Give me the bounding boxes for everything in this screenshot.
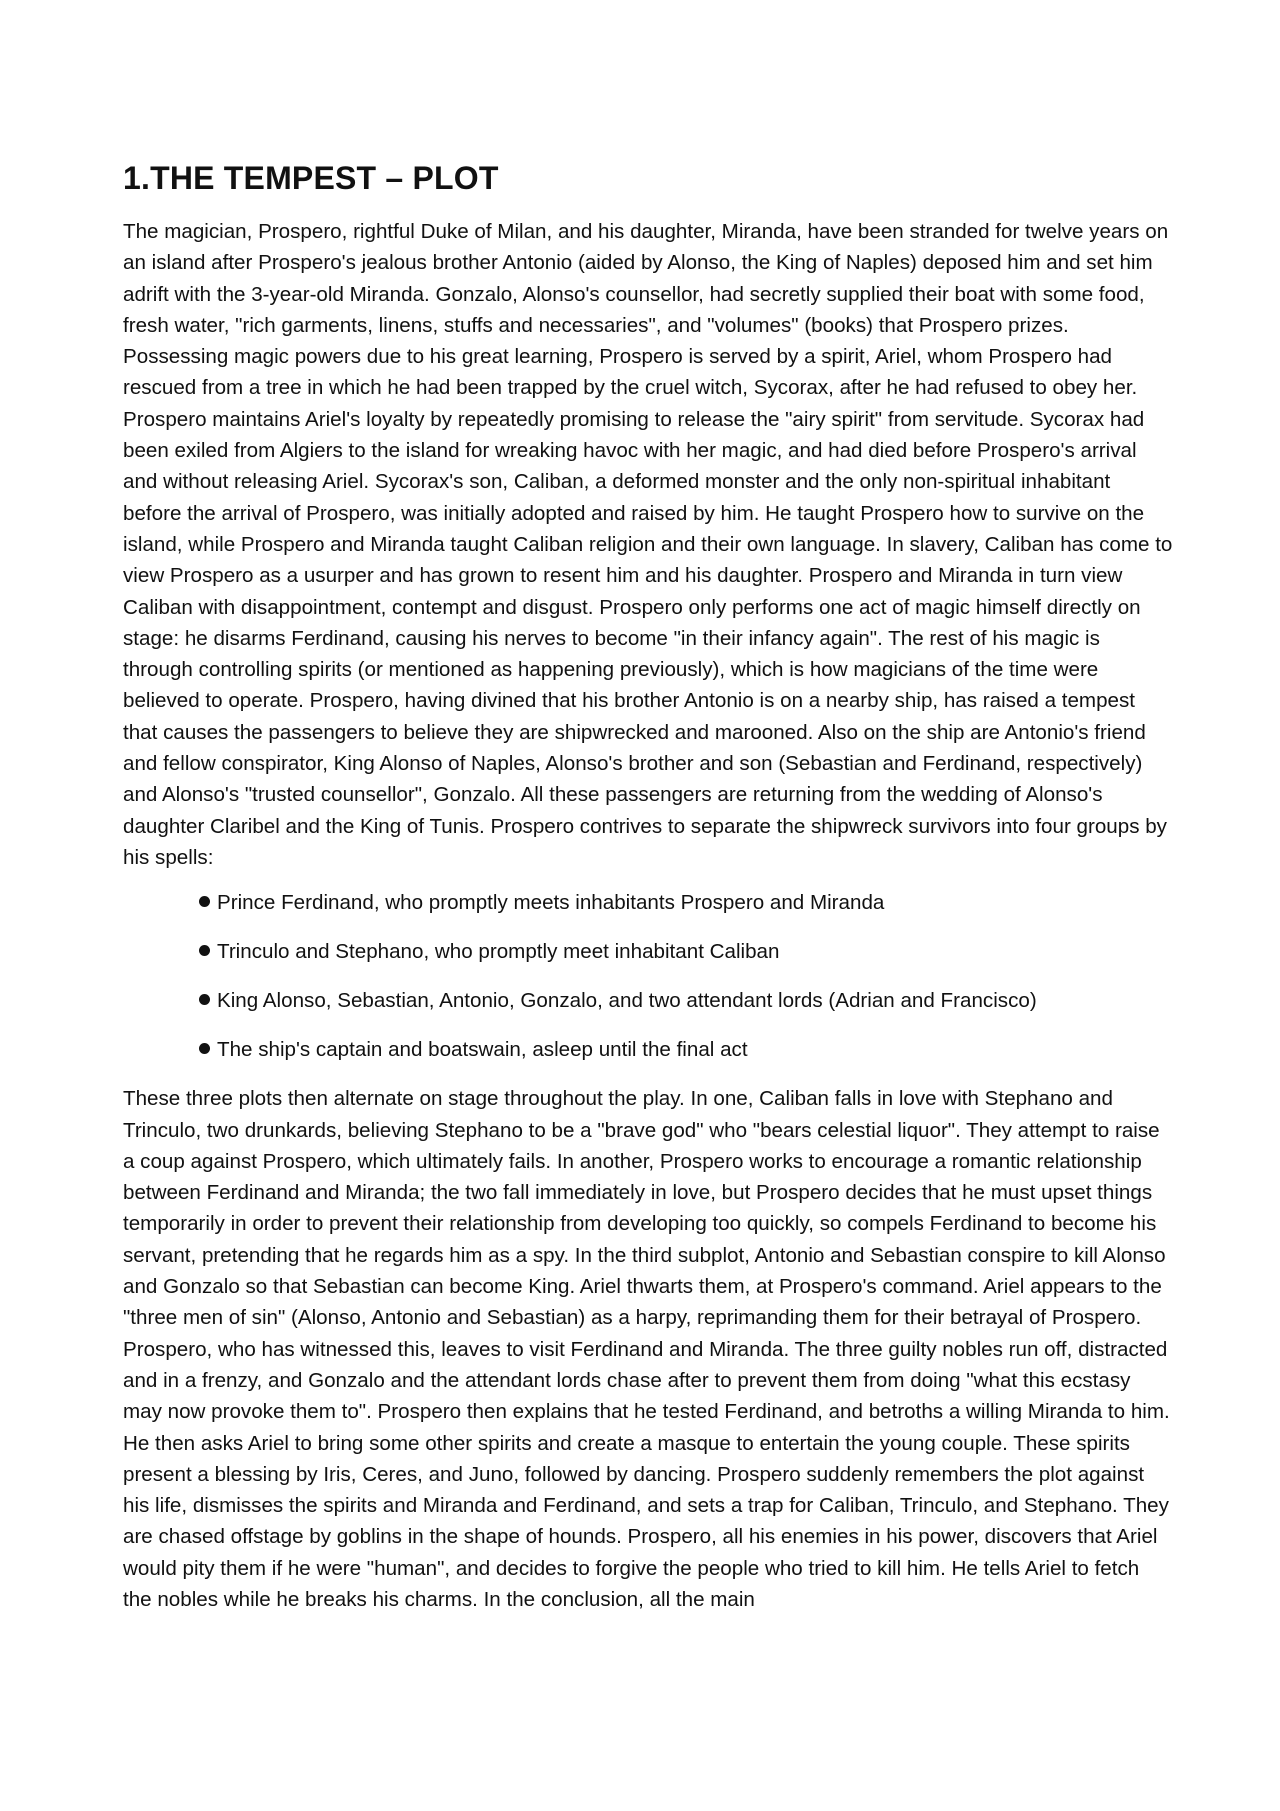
bullet-dot-icon [199, 896, 210, 907]
list-item [199, 936, 1173, 967]
list-item [199, 887, 1173, 918]
list-item-text: King Alonso, Sebastian, Antonio, Gonzalo, and two attendant lords (Adrian and Francisco) [217, 989, 1037, 1013]
list-item [199, 985, 1173, 1016]
plot-paragraph-1: The magician, Prospero, rightful Duke of Milan, and his daughter, Miranda, have been stranded for twelve years on an island after Prospero's jealous brother Antonio (aided by Alonso, the King of Naples) deposed him and set him adrift with the 3-year-old Miranda. Gonzalo, Alonso's counsellor, had secretly supplied their boat with some food, fresh water, "rich garments, linens, stuffs and necessaries", and "volumes" (books) that Prospero prizes. Possessing magic powers due to his great learning, Prospero is served by a spirit, Ariel, whom Prospero had rescued from a tree in which he had been trapped by the cruel witch, Sycorax, after he had refused to obey her. Prospero maintains Ariel's loyalty by repeatedly promising to release the "airy spirit" from servitude. Sycorax had been exiled from Algiers to the island for wreaking havoc with her magic, and had died before Prospero's arrival and without releasing Ariel. Sycorax's son, Caliban, a deformed monster and the only non-spiritual inhabitant before the arrival of Prospero, was initially adopted and raised by him. He taught Prospero how to survive on the island, while Prospero and Miranda taught Caliban religion and their own language. In slavery, Caliban has come to view Prospero as a usurper and has grown to resent him and his daughter. Prospero and Miranda in turn view Caliban with disappointment, contempt and disgust. Prospero only performs one act of magic himself directly on stage: he disarms Ferdinand, causing his nerves to become "in their infancy again". The rest of his magic is through controlling spirits (or mentioned as happening previously), which is how magicians of the time were believed to operate. Prospero, having divined that his brother Antonio is on a nearby ship, has raised a tempest that causes the passengers to believe they are shipwrecked and marooned. Also on the ship are Antonio's friend and fellow conspirator, King Alonso of Naples, Alonso's brother and son (Sebastian and Ferdinand, respectively) and Alonso's "trusted counsellor", Gonzalo. All these passengers are returning from the wedding of Alonso's daughter Claribel and the King of Tunis. Prospero contrives to separate the shipwreck survivors into four groups by his spells: [123, 220, 1173, 869]
bullet-dot-icon [199, 1043, 210, 1054]
list-item-text: Trinculo and Stephano, who promptly meet inhabitant Caliban [217, 940, 780, 964]
list-item-text: Prince Ferdinand, who promptly meets inhabitants Prospero and Miranda [217, 891, 885, 915]
list-item [199, 1034, 1173, 1065]
document-page [123, 158, 1173, 1615]
bullet-dot-icon [199, 945, 210, 956]
page-title: 1.THE TEMPEST – PLOT [123, 160, 499, 196]
plot-paragraph-2: These three plots then alternate on stage throughout the play. In one, Caliban falls in love with Stephano and Trinculo, two drunkards, believing Stephano to be a "brave god" who "bears celestial liquor". They attempt to raise a coup against Prospero, which ultimately fails. In another, Prospero works to encourage a romantic relationship between Ferdinand and Miranda; the two fall immediately in love, but Prospero decides that he must upset things temporarily in order to prevent their relationship from developing too quickly, so compels Ferdinand to become his servant, pretending that he regards him as a spy. In the third subplot, Antonio and Sebastian conspire to kill Alonso and Gonzalo so that Sebastian can become King. Ariel thwarts them, at Prospero's command. Ariel appears to the "three men of sin" (Alonso, Antonio and Sebastian) as a harpy, reprimanding them for their betrayal of Prospero. Prospero, who has witnessed this, leaves to visit Ferdinand and Miranda. The three guilty nobles run off, distracted and in a frenzy, and Gonzalo and the attendant lords chase after to prevent them from doing "what this ecstasy may now provoke them to". Prospero then explains that he tested Ferdinand, and betroths a willing Miranda to him. He then asks Ariel to bring some other spirits and create a masque to entertain the young couple. These spirits present a blessing by Iris, Ceres, and Juno, followed by dancing. Prospero suddenly remembers the plot against his life, dismisses the spirits and Miranda and Ferdinand, and sets a trap for Caliban, Trinculo, and Stephano. They are chased offstage by goblins in the shape of hounds. Prospero, all his enemies in his power, discovers that Ariel would pity them if he were "human", and decides to forgive the people who tried to kill him. He tells Ariel to fetch the nobles while he breaks his charms. In the conclusion, all the main [123, 1087, 1170, 1611]
bullet-dot-icon [199, 994, 210, 1005]
list-item-text: The ship's captain and boatswain, asleep until the final act [217, 1038, 748, 1062]
survivor-groups-list [123, 887, 1173, 1065]
